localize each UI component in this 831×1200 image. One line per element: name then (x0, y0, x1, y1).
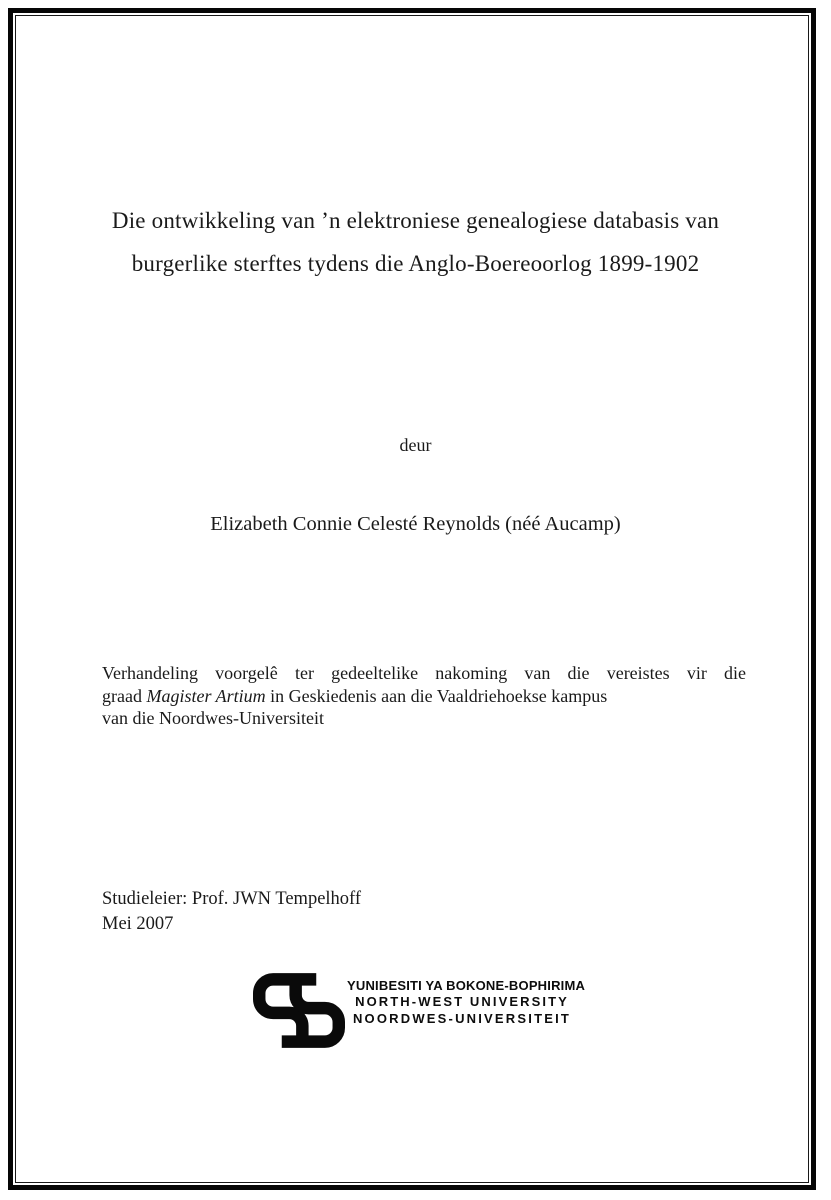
thesis-title-line-1: Die ontwikkeling van ’n elektroniese genealogiese databasis van (111, 208, 720, 233)
thesis-title (55, 199, 776, 285)
author-name: Elizabeth Connie Celesté Reynolds (néé Aucamp) (210, 513, 621, 535)
logo-text-setswana: YUNIBESITI YA BOKONE-BOPHIRIMA (347, 978, 586, 993)
degree-statement-line-2-pre: graad (102, 685, 147, 706)
nwu-interlocked-links-icon (253, 973, 345, 1048)
byline-deur: deur (399, 435, 432, 455)
degree-name-italic: Magister Artium (146, 685, 266, 706)
university-logo (253, 973, 586, 1048)
degree-statement-line-2-post: in Geskiedenis aan die Vaaldriehoekse kampus (265, 685, 608, 706)
logo-text-english: NORTH-WEST UNIVERSITY (355, 994, 569, 1010)
supervisor-block (102, 887, 361, 936)
university-logo-text (347, 978, 586, 1027)
thesis-title-line-2: burgerlike sterftes tydens die Anglo-Boereoorlog 1899-1902 (131, 251, 700, 276)
logo-text-afrikaans: NOORDWES-UNIVERSITEIT (352, 1010, 572, 1026)
date-line: Mei 2007 (102, 913, 174, 934)
degree-statement-line-3: van die Noordwes-Universiteit (102, 708, 324, 729)
degree-statement-line-1: Verhandeling voorgelê ter gedeeltelike nakoming van die vereistes vir die (102, 663, 746, 683)
degree-statement (102, 662, 746, 730)
degree-statement-line-2 (102, 685, 746, 708)
supervisor-line: Studieleier: Prof. JWN Tempelhoff (102, 889, 362, 909)
